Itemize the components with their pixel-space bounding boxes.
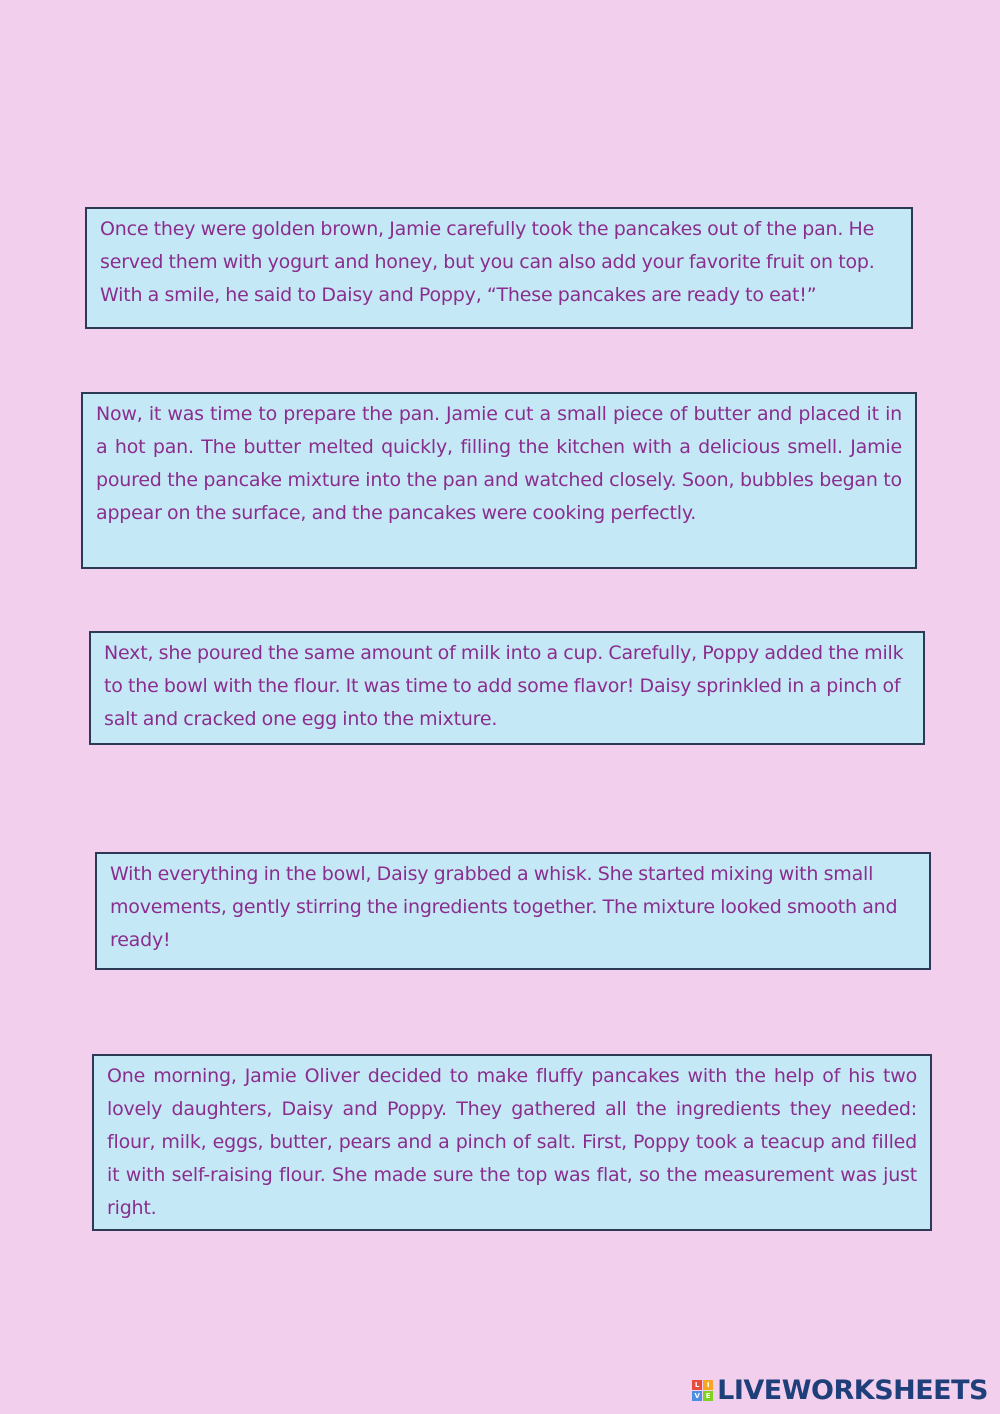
brand-name: LIVEWORKSHEETS bbox=[717, 1375, 988, 1406]
story-text: With everything in the bowl, Daisy grabbed a whisk. She started mixing with small movements, gently stirring the ingredients together. The mixture looked smooth and ready! bbox=[110, 863, 898, 951]
liveworksheets-brand bbox=[692, 1375, 988, 1406]
story-text: One morning, Jamie Oliver decided to make fluffy pancakes with the help of his two lovely daughters, Daisy and Poppy. They gathered all the ingredients they needed: flour, milk, eggs, butter, pears and a pinch of salt. First, Poppy took a teacup and filled it with self-raising flour. She made sure the top was flat, so the measurement was just right. bbox=[107, 1065, 917, 1219]
story-card-prepare-pan bbox=[81, 392, 917, 569]
story-text: Once they were golden brown, Jamie carefully took the pancakes out of the pan. He served them with yogurt and honey, but you can also add your favorite fruit on top. With a smile, he said to Daisy and Poppy, “These pancakes are ready to eat!” bbox=[100, 218, 875, 306]
logo-letter: V bbox=[692, 1391, 702, 1401]
story-card-whisk-mixture bbox=[95, 852, 931, 970]
story-text: Now, it was time to prepare the pan. Jamie cut a small piece of butter and placed it in a hot pan. The butter melted quickly, filling the kitchen with a delicious smell. Jamie poured the pancake mixture into the pan and watched closely. Soon, bubbles began to appear on the surface, and the pancakes were cooking perfectly. bbox=[96, 403, 902, 524]
story-card-add-milk bbox=[89, 631, 925, 745]
logo-letter: E bbox=[703, 1391, 713, 1401]
story-card-one-morning bbox=[92, 1054, 932, 1231]
logo-letter: I bbox=[703, 1380, 713, 1390]
liveworksheets-logo-icon bbox=[692, 1380, 713, 1401]
logo-letter: L bbox=[692, 1380, 702, 1390]
story-text: Next, she poured the same amount of milk into a cup. Carefully, Poppy added the milk to the bowl with the flour. It was time to add some flavor! Daisy sprinkled in a pinch of salt and cracked one egg into the mixture. bbox=[104, 642, 904, 730]
story-card-pancakes-served bbox=[85, 207, 913, 329]
